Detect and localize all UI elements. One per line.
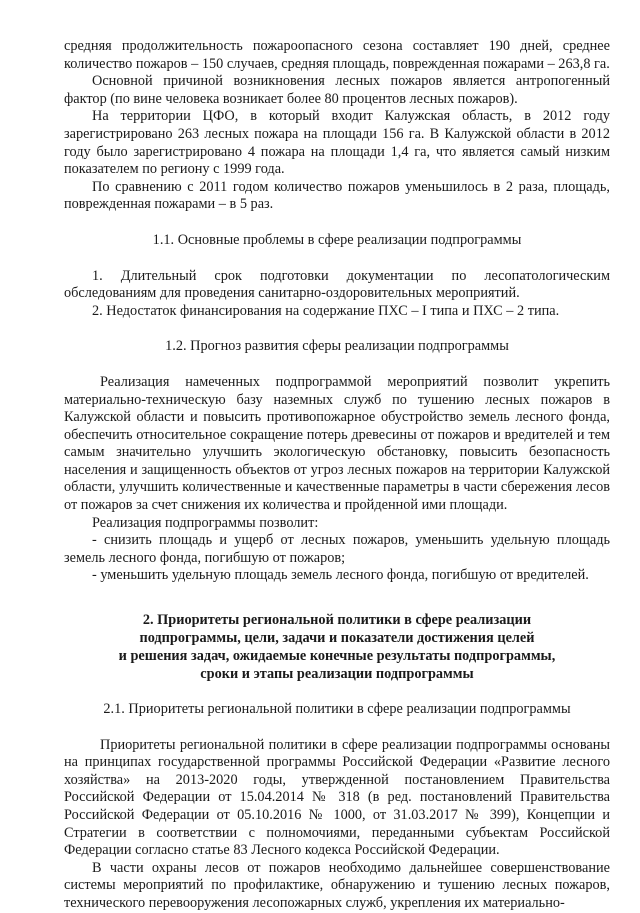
bullet-reduce-pest-area: - уменьшить удельную площадь земель лесного фонда, погибшую от вредителей. — [92, 567, 589, 584]
paragraph-regional-policy-priorities: Приоритеты региональной политики в сфере реализации подпрограммы основаны на принципах государственной программы Российской Федерации «Развитие лесного хозяйства» на 2013-2020 годы, утвержденной постановлением Правительства Российской Федерации от 15.04.2014 № 318 (в ред. постановлений Правительства Российской Федерации от 05.10.2016 № 1000, от 31.03.2017 № 399), Концепции и Стратегии в соответствии с полномочиями, переданными субъектам Российской Федерации согласно статье 83 Лесного кодекса Российской Федерации. — [64, 736, 610, 859]
section-2-title-line-3: и решения задач, ожидаемые конечные результаты подпрограммы, — [118, 648, 556, 665]
section-2-title-line-2: подпрограммы, цели, задачи и показатели достижения целей — [139, 630, 535, 647]
paragraph-main-cause: Основной причиной возникновения лесных пожаров является антропогенный фактор (по вине человека возникает более 80 процентов лесных пожаров). — [64, 73, 610, 107]
paragraph-forecast: Реализация намеченных подпрограммой мероприятий позволит укрепить материально-техническую базу наземных служб по тушению лесных пожаров в Калужской области и повысить противопожарное обустройство земель лесного фонда, обеспечить относительное сокращение потерь древесины от пожаров и вредителей и тем самым значительно улучшить экологическую обстановку, повысить безопасность населения и защищенность объектов от угроз лесных пожаров на территории Калужской области, улучшить количественные и качественные параметры в части сбережения лесов от пожаров за счет снижения их количества и пройденной ими площади. — [64, 373, 610, 514]
section-1-1-title: 1.1. Основные проблемы в сфере реализации подпрограммы — [152, 231, 522, 248]
problem-item-1: 1. Длительный срок подготовки документации по лесопатологическим обследованиям для проведения санитарно-оздоровительных мероприятий. — [64, 267, 610, 302]
paragraph-program-allows: Реализация подпрограммы позволит: — [92, 514, 319, 531]
bullet-reduce-fire-damage: - снизить площадь и ущерб от лесных пожаров, уменьшить удельную площадь земель лесного фонда, погибшую от пожаров; — [64, 532, 610, 566]
paragraph-cfo-statistics: На территории ЦФО, в который входит Калужская область, в 2012 году зарегистрировано 263 лесных пожара на площади 156 га. В Калужской области в 2012 году было зарегистрировано 4 пожара на площади 1,4 га, что является самый низким показателем по региону с 1999 года. — [64, 108, 610, 178]
section-2-title-line-4: сроки и этапы реализации подпрограммы — [200, 666, 474, 683]
section-1-2-title: 1.2. Прогноз развития сферы реализации подпрограммы — [165, 338, 509, 355]
section-2-title-line-1: 2. Приоритеты региональной политики в сфере реализации — [142, 612, 532, 629]
problem-item-2: 2. Недостаток финансирования на содержание ПХС – I типа и ПХС – 2 типа. — [92, 302, 560, 319]
paragraph-fire-season: средняя продолжительность пожароопасного сезона составляет 190 дней, среднее количество пожаров – 150 случаев, средняя площадь, поврежденная пожарами – 263,8 га. — [64, 38, 610, 72]
section-2-1-title: 2.1. Приоритеты региональной политики в сфере реализации подпрограммы — [103, 701, 571, 718]
paragraph-fire-protection: В части охраны лесов от пожаров необходимо дальнейшее совершенствование системы мероприятий по профилактике, обнаружению и тушению лесных пожаров, технического перевооружения лесопожарных служб, укрепления их материально- — [64, 859, 610, 911]
paragraph-comparison-2011: По сравнению с 2011 годом количество пожаров уменьшилось в 2 раза, площадь, поврежденная пожарами – в 5 раз. — [64, 178, 610, 213]
